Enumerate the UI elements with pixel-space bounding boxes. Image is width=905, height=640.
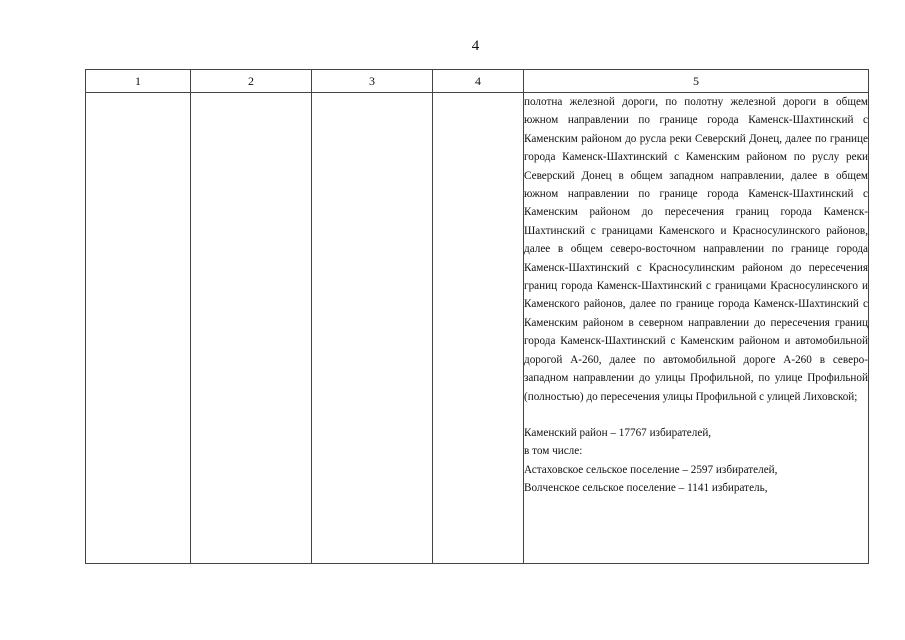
cell-column-4 xyxy=(433,93,524,564)
column-header-4: 4 xyxy=(433,70,524,93)
districts-table xyxy=(85,69,869,564)
column-header-3: 3 xyxy=(312,70,433,93)
column-header-1: 1 xyxy=(86,70,191,93)
table-header-row xyxy=(86,70,869,93)
column-header-5: 5 xyxy=(524,70,869,93)
settlement-line: Астаховское сельское поселение – 2597 избирателей, xyxy=(524,463,778,476)
including-label: в том числе: xyxy=(524,445,583,458)
page-number: 4 xyxy=(471,38,480,54)
cell-column-2 xyxy=(191,93,312,564)
settlement-line: Волченское сельское поселение – 1141 избиратель, xyxy=(524,482,768,495)
paragraph-gap xyxy=(524,406,868,424)
district-voters-line: Каменский район – 17767 избирателей, xyxy=(524,426,712,439)
table-row xyxy=(86,93,869,564)
cell-column-3 xyxy=(312,93,433,564)
cell-column-5 xyxy=(524,93,869,564)
boundary-description: полотна железной дороги, по полотну железной дороги в общем южном направлении по границе города Каменск-Шахтинский с Каменским районом до русла реки Северский Донец, далее по границе города Каменск-Шахтинский с Каменским районом по руслу реки Северский Донец в общем западном направлении, далее в общем южном направлении по границе города Каменск-Шахтинский с Каменским районом до пересечения границ города Каменск-Шахтинский с границами Каменского и Красносулинского районов, далее в общем северо-восточном направлении по границе города Каменск-Шахтинский с Красносулинским районом до пересечения границ города Каменск-Шахтинский с границами Красносулинского и Каменского районов, далее по границе города Каменск-Шахтинский с Каменским районом в северном направлении до пересечения границ города Каменск-Шахтинский с Каменским районом и автомобильной дорогой А-260, далее по автомобильной дороге А-260 в северо-западном направлении до улицы Профильной, по улице Профильной (полностью) до пересечения улицы Профильной с улицей Лиховской; xyxy=(524,96,868,403)
column-header-2: 2 xyxy=(191,70,312,93)
cell-column-1 xyxy=(86,93,191,564)
